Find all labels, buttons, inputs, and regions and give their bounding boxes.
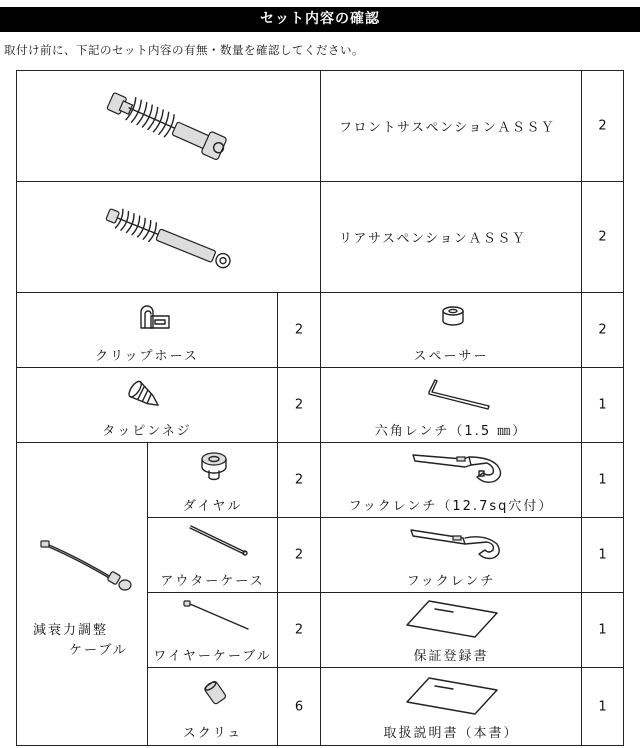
manual-qty: 1 [598,699,607,714]
front-suspension-image [97,75,247,179]
instruction-text: 取付け前に、下記のセット内容の有無・数量を確認してください。 [4,43,364,57]
manual-qty-cell [581,667,624,746]
hook-wrench-hole-cell [320,442,582,518]
outer-case-cell [147,517,278,593]
clip-hose-cell [16,292,278,368]
outer-case-icon [188,524,248,560]
dial-qty-cell [277,442,321,518]
tapping-screw-name: タッピンネジ [102,424,192,439]
warranty-qty-cell [581,592,624,668]
tapping-screw-qty-cell [277,367,321,443]
tapping-screw-icon [125,380,165,412]
dial-cell [147,442,278,518]
outer-case-qty: 2 [294,547,304,563]
outer-case-qty-cell [277,517,321,593]
hook-wrench-hole-name: フックレンチ（12.7sq穴付） [348,499,554,514]
screw-cell [147,667,278,746]
hook-wrench-hole-qty: 1 [598,472,607,488]
spacer-qty-cell [581,292,624,368]
hex-wrench-qty-cell [581,367,624,443]
damping-cable-cell [16,442,148,746]
hex-wrench-name: 六角レンチ（1.5 ㎜） [374,424,528,439]
section-title: セット内容の確認 [0,7,640,32]
hook-wrench-hole-icon [409,447,509,487]
wire-cable-qty: 2 [294,622,304,638]
rear-image-cell [16,181,321,293]
screw-qty-cell [277,667,321,746]
front-suspension-qty: 2 [598,118,607,134]
clip-hose-icon [131,302,171,332]
rear-qty-cell [581,181,624,293]
tapping-screw-qty: 2 [294,397,304,413]
dial-icon [200,451,228,481]
screw-name: スクリュ [182,726,243,741]
manual-document-icon [405,676,501,716]
clip-hose-qty-cell [277,292,321,368]
spacer-icon [442,305,464,329]
front-name-cell [320,70,582,182]
wire-cable-qty-cell [277,592,321,668]
hook-wrench-cell [320,517,582,593]
hook-wrench-qty: 1 [598,547,607,563]
spacer-qty: 2 [598,322,607,338]
warranty-document-icon [405,599,501,639]
wire-cable-icon [182,599,252,633]
clip-hose-name: クリップホース [95,349,199,364]
hook-wrench-name: フックレンチ [406,574,496,589]
manual-name: 取扱説明書（本書） [383,726,519,741]
warranty-name: 保証登録書 [413,649,489,664]
warranty-cell [320,592,582,668]
tapping-screw-cell [16,367,278,443]
wire-cable-cell [147,592,278,668]
outer-case-name: アウターケース [160,574,265,589]
spacer-cell [320,292,582,368]
hook-wrench-hole-qty-cell [581,442,624,518]
front-qty-cell [581,70,624,182]
wire-cable-name: ワイヤーケーブル [153,649,272,664]
hex-wrench-icon [421,376,493,412]
hook-wrench-icon [407,524,507,564]
hex-wrench-cell [320,367,582,443]
warranty-qty: 1 [598,622,607,638]
hex-wrench-qty: 1 [598,397,607,413]
clip-hose-qty: 2 [294,322,304,338]
screw-qty: 6 [294,699,304,714]
screw-icon [202,678,230,706]
dial-name: ダイヤル [182,499,243,514]
manual-cell [320,667,582,746]
spacer-name: スペーサー [413,349,489,364]
front-suspension-name: フロントサスペンションＡＳＳＹ [339,120,556,136]
rear-suspension-name: リアサスペンションＡＳＳＹ [339,231,527,247]
rear-suspension-qty: 2 [598,229,607,245]
damping-cable-name-line2: ケーブル [69,643,128,658]
damping-cable-name-line1: 減衰力調整 [33,623,109,638]
front-image-cell [16,70,321,182]
hook-wrench-qty-cell [581,517,624,593]
rear-suspension-image [97,192,247,288]
damping-cable-icon [37,535,137,595]
dial-qty: 2 [294,472,304,488]
rear-name-cell [320,181,582,293]
contents-table [16,70,624,746]
